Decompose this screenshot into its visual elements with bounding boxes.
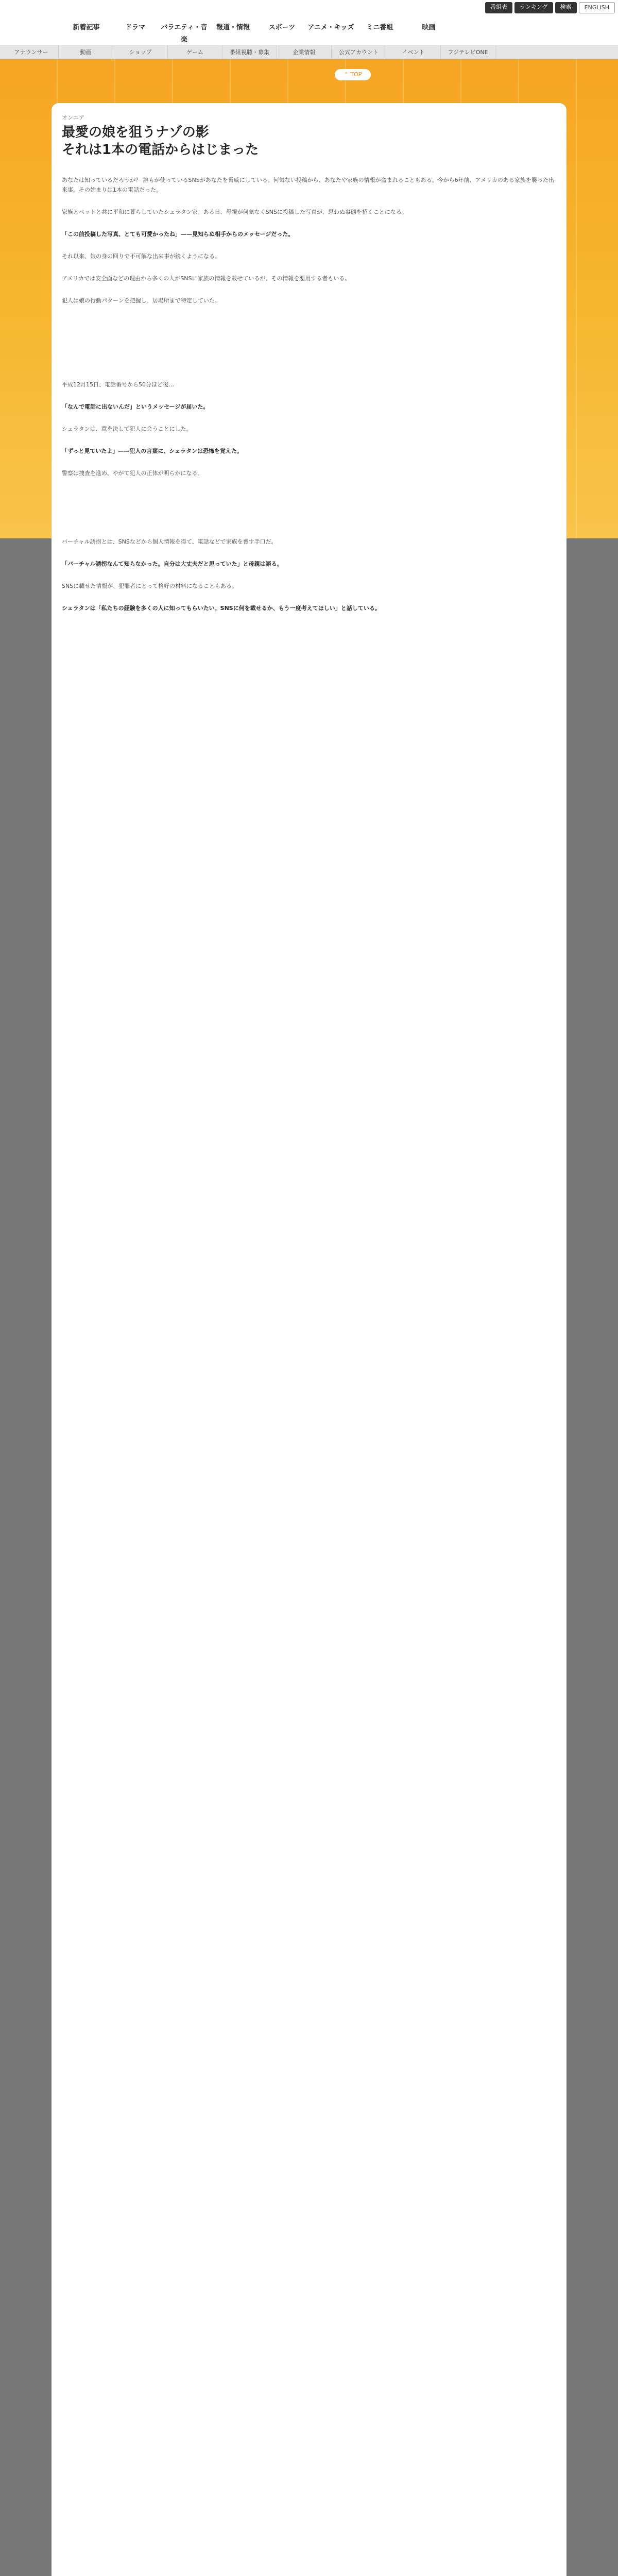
page-top-pill[interactable]: ⌃ TOP [335,69,371,80]
util-link-bangumihyo[interactable]: 番組表 [485,2,512,13]
sub-nav-item[interactable]: ゲーム [168,46,222,73]
util-link-ranking[interactable]: ランキング [514,2,553,13]
article-paragraph: シェラタンは、意を決して犯人に会うことにした。 [62,426,192,432]
article-paragraph: それ以来、娘の身の回りで不可解な出来事が続くようになる。 [62,253,220,260]
article-paragraph: バーチャル誘拐とは、SNSなどから個人情報を得て、電話などで家族を脅す手口だ。 [62,538,277,545]
article-paragraph: 警察は捜査を進め、やがて犯人の正体が明らかになる。 [62,470,203,477]
article-title: 最愛の娘を狙うナゾの影 それは1本の電話からはじまった [62,125,259,158]
article-paragraph: 「ずっと見ていたよ」——犯人の言葉に、シェラタンは恐怖を覚えた。 [62,448,243,454]
article-paragraph: 犯人は娘の行動パターンを把握し、居場所まで特定していた。 [62,297,220,304]
article-card [52,103,566,2576]
main-nav-item[interactable]: ミニ番組 [366,24,393,31]
main-nav-item[interactable]: バラエティ・音楽 [161,24,208,44]
article-paragraph: 「バーチャル誘拐なんて知らなかった。自分は大丈夫だと思っていた」と母親は語る。 [62,561,283,567]
article-paragraph: 「なんで電話に出ないんだ」というメッセージが届いた。 [62,403,209,410]
article-paragraph: 「この前投稿した写真、とても可愛かったね」——見知らぬ相手からのメッセージだった。 [62,231,294,238]
main-nav-item[interactable]: ドラマ [125,24,145,31]
sub-nav [0,46,618,59]
article-paragraph: SNSに載せた情報が、犯罪者にとって格好の材料になることもある。 [62,583,237,589]
sub-nav-item[interactable]: アナウンサー [4,46,59,73]
sub-nav-item[interactable]: イベント [386,46,441,73]
util-link-search[interactable]: 検索 [555,2,577,13]
util-link-english[interactable]: ENGLISH [579,2,615,13]
article-paragraph: 家族とペットと共に平和に暮らしていたシェラタン家。ある日、母親が何気なくSNSに投稿した写真が、思わぬ事態を招くことになる。 [62,209,407,215]
article-body [62,175,556,625]
sub-nav-item[interactable]: 企業情報 [277,46,332,73]
main-nav-item[interactable]: 報道・情報 [216,24,250,31]
sub-nav-item[interactable]: 公式アカウント [332,46,386,73]
main-nav-item[interactable]: アニメ・キッズ [307,24,354,31]
sub-nav-item[interactable]: 動画 [59,46,113,73]
utility-bar [0,0,618,14]
article-paragraph: アメリカでは安全面などの理由から多くの人がSNSに家族の情報を載せているが、その情報を悪用する者もいる。 [62,275,351,282]
sub-nav-item[interactable]: 番組視聴・募集 [222,46,277,73]
article-paragraph: あなたは知っているだろうか？ 誰もが使っているSNSがあなたを脅威にしている。何気ない投稿から、あなたや家族の情報が盗まれることもある。今から6年前、アメリカのある家族を襲った出来事。その始まりは1本の電話だった。 [62,177,554,193]
article-category: オンエア [62,114,84,121]
main-nav-item[interactable]: 新着記事 [73,24,100,31]
utility-links [485,2,615,13]
chevron-up-icon: ⌃ [344,71,351,78]
sub-nav-item[interactable]: フジテレビONE [441,46,495,73]
main-nav-item[interactable]: スポーツ [268,24,296,31]
main-nav-item[interactable]: 映画 [422,24,436,31]
main-nav [0,14,618,46]
article-paragraph: 平成12月15日、電話番号から50分ほど後… [62,381,174,388]
article-paragraph: シェラタンは「私たちの経験を多くの人に知ってもらいたい。SNSに何を載せるか、もう一度考えてほしい」と話している。 [62,605,381,612]
sub-nav-item[interactable]: ショップ [113,46,168,73]
